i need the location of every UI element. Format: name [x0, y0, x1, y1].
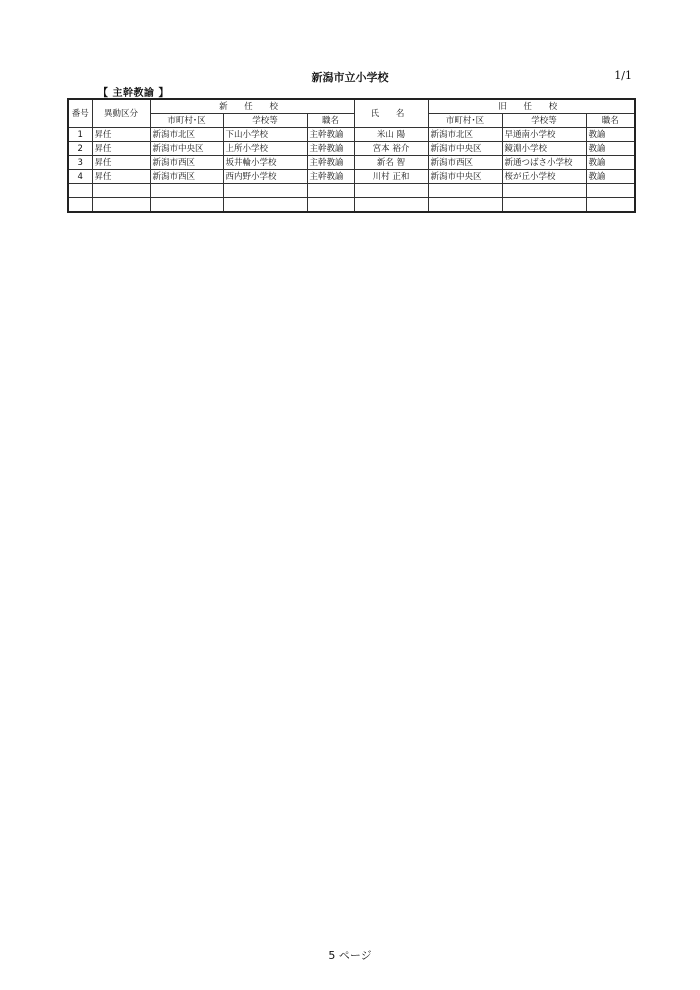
empty-cell	[150, 198, 223, 213]
cell-new-school: 西内野小学校	[223, 170, 307, 184]
header-row-top	[68, 99, 635, 114]
table-row	[68, 156, 635, 170]
cell-old-position: 教諭	[586, 156, 635, 170]
col-header-old-school: 学校等	[502, 114, 586, 128]
empty-cell	[307, 198, 354, 213]
cell-old-school: 新通つばさ小学校	[502, 156, 586, 170]
cell-name: 宮本 裕介	[354, 142, 428, 156]
empty-cell	[354, 198, 428, 213]
cell-number: 1	[68, 128, 92, 142]
table-row	[68, 170, 635, 184]
empty-cell	[92, 184, 150, 198]
cell-number: 4	[68, 170, 92, 184]
cell-old-municipality: 新潟市西区	[428, 156, 502, 170]
table-row	[68, 142, 635, 156]
cell-new-municipality: 新潟市中央区	[150, 142, 223, 156]
empty-cell	[354, 184, 428, 198]
cell-category: 昇任	[92, 156, 150, 170]
cell-old-municipality: 新潟市北区	[428, 128, 502, 142]
page-footer: 5 ページ	[328, 949, 372, 962]
empty-cell	[307, 184, 354, 198]
empty-cell	[502, 184, 586, 198]
empty-cell	[150, 184, 223, 198]
cell-number: 2	[68, 142, 92, 156]
cell-name: 米山 陽	[354, 128, 428, 142]
empty-table-row	[68, 184, 635, 198]
empty-cell	[68, 198, 92, 213]
cell-new-school: 上所小学校	[223, 142, 307, 156]
cell-category: 昇任	[92, 142, 150, 156]
col-header-number: 番号	[68, 99, 92, 128]
empty-cell	[586, 184, 635, 198]
cell-old-school: 桜が丘小学校	[502, 170, 586, 184]
cell-name: 川村 正和	[354, 170, 428, 184]
col-header-new-school: 学校等	[223, 114, 307, 128]
col-header-new-school-group: 新 任 校	[150, 99, 354, 114]
empty-cell	[502, 198, 586, 213]
cell-old-position: 教諭	[586, 170, 635, 184]
cell-category: 昇任	[92, 128, 150, 142]
cell-new-school: 下山小学校	[223, 128, 307, 142]
cell-new-municipality: 新潟市北区	[150, 128, 223, 142]
col-header-old-municipality: 市町村･区	[428, 114, 502, 128]
cell-old-school: 鏡淵小学校	[502, 142, 586, 156]
table-row	[68, 128, 635, 142]
cell-old-position: 教諭	[586, 128, 635, 142]
cell-new-municipality: 新潟市西区	[150, 156, 223, 170]
cell-new-municipality: 新潟市西区	[150, 170, 223, 184]
empty-cell	[92, 198, 150, 213]
empty-cell	[586, 198, 635, 213]
header-row-sub	[68, 114, 635, 128]
cell-new-position: 主幹教諭	[307, 170, 354, 184]
col-header-old-position: 職名	[586, 114, 635, 128]
empty-cell	[223, 184, 307, 198]
document-title: 新潟市立小学校	[311, 71, 389, 84]
cell-new-position: 主幹教諭	[307, 156, 354, 170]
section-label: 【 主幹教諭 】	[98, 88, 169, 99]
personnel-table	[67, 98, 636, 213]
empty-cell	[223, 198, 307, 213]
cell-new-position: 主幹教諭	[307, 142, 354, 156]
empty-cell	[428, 184, 502, 198]
cell-new-position: 主幹教諭	[307, 128, 354, 142]
cell-old-municipality: 新潟市中央区	[428, 142, 502, 156]
col-header-new-position: 職名	[307, 114, 354, 128]
empty-table-row	[68, 198, 635, 213]
cell-new-school: 坂井輪小学校	[223, 156, 307, 170]
empty-cell	[68, 184, 92, 198]
col-header-category: 異動区分	[92, 99, 150, 128]
col-header-old-school-group: 旧 任 校	[428, 99, 635, 114]
cell-number: 3	[68, 156, 92, 170]
cell-old-position: 教諭	[586, 142, 635, 156]
page-fraction: 1/1	[614, 69, 632, 82]
cell-category: 昇任	[92, 170, 150, 184]
cell-old-municipality: 新潟市中央区	[428, 170, 502, 184]
col-header-name: 氏 名	[354, 99, 428, 128]
cell-old-school: 早通南小学校	[502, 128, 586, 142]
col-header-new-municipality: 市町村･区	[150, 114, 223, 128]
empty-cell	[428, 198, 502, 213]
cell-name: 新名 智	[354, 156, 428, 170]
